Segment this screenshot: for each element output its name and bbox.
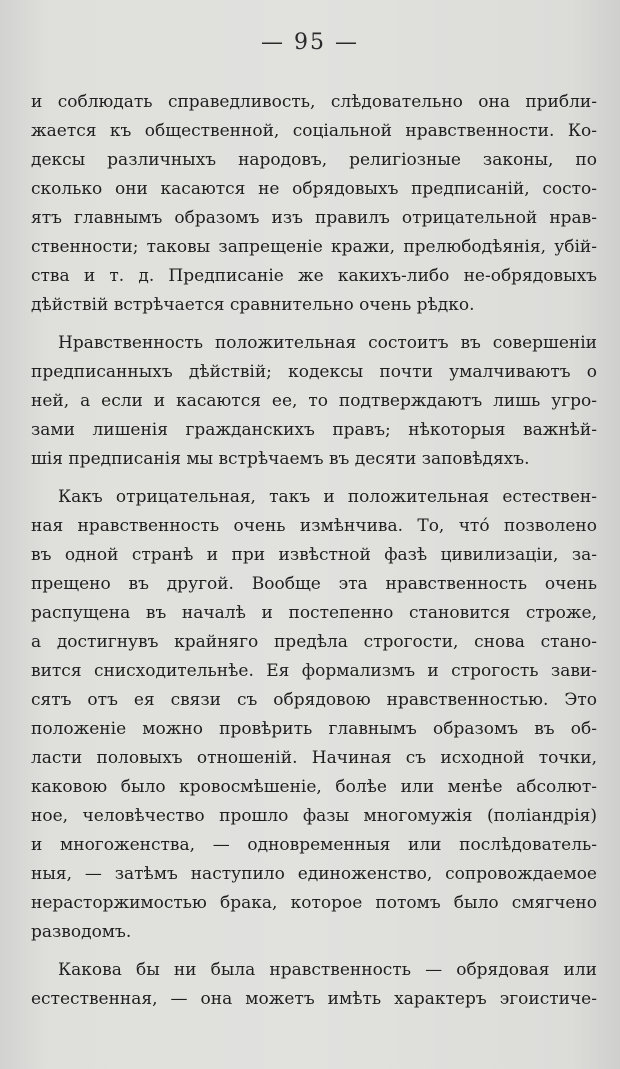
page-number: — 95 — — [261, 30, 359, 55]
text-line: въ одной странѣ и при извѣстной фазѣ цивилизаціи, за- — [31, 545, 597, 565]
text-line: ства и т. д. Предписаніе же какихъ-либо не-обрядовыхъ — [31, 266, 597, 286]
paragraph — [31, 88, 597, 320]
text-line: разводомъ. — [31, 922, 132, 942]
text-line: и многоженства, — одновременныя или послѣдователь- — [31, 835, 597, 855]
text-line: шія предписанія мы встрѣчаемъ въ десяти заповѣдяхъ. — [31, 449, 530, 469]
text-line: ное, человѣчество прошло фазы многомужія (поліандрія) — [31, 806, 597, 826]
text-line: дексы различныхъ народовъ, религіозные законы, по — [31, 150, 597, 170]
text-line: ственности; таковы запрещеніе кражи, прелюбодѣянія, убій- — [31, 237, 597, 257]
text-line: а достигнувъ крайняго предѣла строгости, снова стано- — [31, 632, 597, 652]
text-line: положеніе можно провѣрить главнымъ образомъ въ об- — [31, 719, 597, 739]
text-line: Какова бы ни была нравственность — обрядовая или — [58, 960, 597, 980]
page-text — [31, 88, 597, 1014]
text-line: вится снисходительнѣе. Ея формализмъ и строгость зави- — [31, 661, 597, 681]
paragraph — [31, 956, 597, 1014]
paragraph — [31, 329, 597, 474]
text-line: естественная, — она можетъ имѣть характеръ эгоистиче- — [31, 989, 597, 1009]
paragraph — [31, 483, 597, 947]
text-line: ная нравственность очень измѣнчива. То, что́ позволено — [31, 516, 597, 536]
text-line: ней, а если и касаются ее, то подтверждаютъ лишь угро- — [31, 391, 597, 411]
text-line: ласти половыхъ отношеній. Начиная съ исходной точки, — [31, 748, 597, 768]
text-line: Какъ отрицательная, такъ и положительная естествен- — [58, 487, 597, 507]
text-line: зами лишенія гражданскихъ правъ; нѣкоторыя важнѣй- — [31, 420, 597, 440]
text-line: ныя, — затѣмъ наступило единоженство, сопровождаемое — [31, 864, 597, 884]
text-line: нерасторжимостью брака, которое потомъ было смягчено — [31, 893, 597, 913]
text-line: Нравственность положительная состоитъ въ совершеніи — [58, 333, 597, 353]
text-line: прещено въ другой. Вообще эта нравственность очень — [31, 574, 597, 594]
text-line: сколько они касаются не обрядовыхъ предписаній, состо- — [31, 179, 597, 199]
text-line: жается къ общественной, соціальной нравственности. Ко- — [31, 121, 597, 141]
paragraph-gap — [31, 320, 597, 329]
text-line: и соблюдать справедливость, слѣдовательно она прибли- — [31, 92, 597, 112]
text-line: распущена въ началѣ и постепенно становится строже, — [31, 603, 597, 623]
paragraph-gap — [31, 474, 597, 483]
text-line: ятъ главнымъ образомъ изъ правилъ отрицательной нрав- — [31, 208, 597, 228]
text-line: предписанныхъ дѣйствій; кодексы почти умалчиваютъ о — [31, 362, 597, 382]
paragraph-gap — [31, 947, 597, 956]
text-line: дѣйствій встрѣчается сравнительно очень рѣдко. — [31, 295, 475, 315]
text-line: каковою было кровосмѣшеніе, болѣе или менѣе абсолют- — [31, 777, 597, 797]
text-line: сятъ отъ ея связи съ обрядовою нравственностью. Это — [31, 690, 597, 710]
